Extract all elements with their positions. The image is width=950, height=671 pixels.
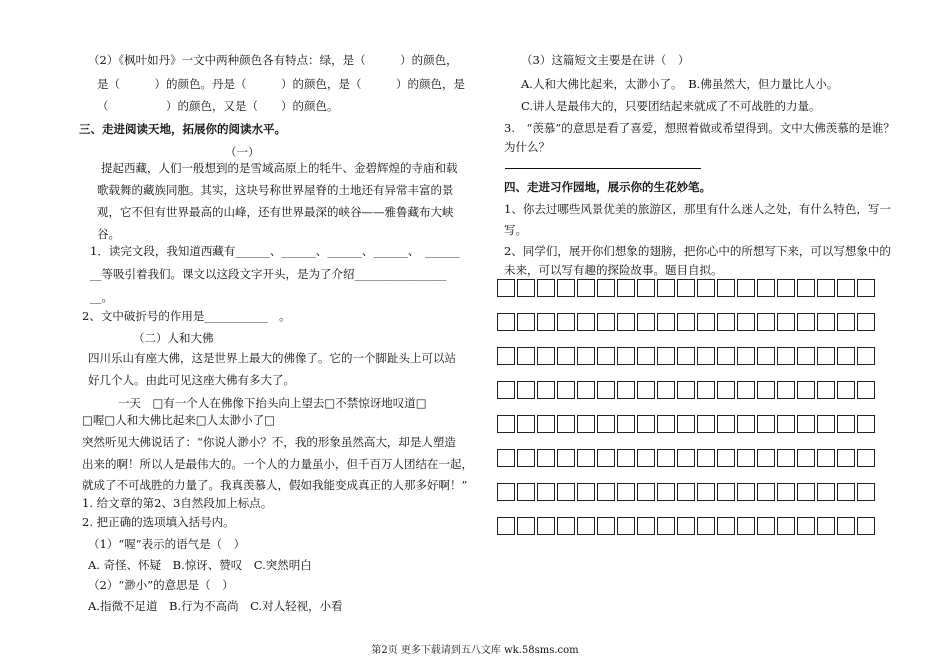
writing-grid [497,279,877,551]
grid-cell [777,415,795,433]
fill-in-line-3: （ ）的颜色，又是（ ）的颜色。 [97,99,339,113]
grid-cell [497,415,515,433]
grid-cell [817,517,835,535]
grid-cell [637,381,655,399]
grid-cell [757,279,775,297]
grid-cell [517,347,535,365]
writing-prompt-1: 写。 [504,223,527,237]
grid-cell [597,449,615,467]
grid-cell [577,347,595,365]
grid-cell [837,313,855,331]
grid-row [497,381,877,399]
task-2: 2. 把正确的选项填入括号内。 [82,515,235,529]
grid-cell [537,347,555,365]
grid-cell [557,449,575,467]
grid-cell [557,517,575,535]
grid-cell [537,313,555,331]
choice-question-1: （1）“喔”表示的语气是（ ） [88,537,246,551]
grid-row [497,483,877,501]
grid-cell [557,313,575,331]
punctuation-exercise: 一天 □有一个人在佛像下抬头向上望去□不禁惊讶地叹道□ [118,396,427,410]
choice-options-1: A. 奇怪、怀疑 B.惊讶、赞叹 C.突然明白 [88,558,312,572]
choice-options-3: C.讲人是最伟大的，只要团结起来就成了不可战胜的力量。 [521,99,821,113]
punctuation-exercise: □喔□人和大佛比起来□人太渺小了□ [82,413,275,427]
grid-cell [597,381,615,399]
grid-cell [597,483,615,501]
grid-cell [757,483,775,501]
grid-row [497,517,877,535]
grid-cell [577,517,595,535]
grid-cell [537,449,555,467]
grid-cell [717,517,735,535]
grid-cell [657,347,675,365]
grid-cell [737,415,755,433]
grid-cell [797,381,815,399]
grid-cell [697,449,715,467]
grid-cell [697,483,715,501]
grid-cell [717,449,735,467]
grid-cell [717,415,735,433]
grid-cell [817,381,835,399]
passage-2-text: 好几个人。由此可见这座大佛有多大了。 [88,373,295,387]
grid-cell [857,517,875,535]
grid-cell [697,313,715,331]
grid-cell [757,517,775,535]
task-1: 1. 给文章的第2、3自然段加上标点。 [82,496,273,510]
grid-cell [857,313,875,331]
grid-cell [757,381,775,399]
writing-prompt-1: 1、你去过哪些风景优美的旅游区，那里有什么迷人之处，有什么特色，写一 [504,202,891,216]
grid-cell [857,483,875,501]
grid-cell [837,347,855,365]
choice-options-3: A.人和大佛比起来，太渺小了。 B.佛虽然大，但力量比人小。 [521,77,839,91]
grid-cell [637,483,655,501]
grid-cell [537,517,555,535]
choice-question-2: （2）“渺小”的意思是（ ） [88,578,234,592]
grid-cell [857,415,875,433]
grid-cell [777,381,795,399]
grid-cell [797,279,815,297]
grid-cell [777,313,795,331]
grid-cell [837,517,855,535]
grid-cell [537,279,555,297]
grid-cell [777,279,795,297]
grid-cell [677,347,695,365]
grid-cell [597,279,615,297]
grid-cell [497,381,515,399]
grid-cell [777,517,795,535]
question-2: 2、文中破折号的作用是___________ 。 [82,309,291,323]
grid-cell [617,517,635,535]
grid-cell [677,381,695,399]
grid-cell [737,449,755,467]
grid-cell [697,347,715,365]
grid-cell [857,347,875,365]
grid-cell [737,313,755,331]
grid-row [497,449,877,467]
grid-cell [517,313,535,331]
grid-cell [497,517,515,535]
grid-cell [797,347,815,365]
passage-1-text: 提起西藏，人们一般想到的是雪域高原上的牦牛、金碧辉煌的寺庙和载 [101,161,458,175]
grid-cell [517,279,535,297]
grid-cell [577,279,595,297]
grid-cell [737,279,755,297]
grid-cell [797,517,815,535]
grid-cell [497,449,515,467]
grid-cell [657,517,675,535]
grid-cell [857,279,875,297]
grid-cell [717,483,735,501]
grid-cell [837,381,855,399]
grid-cell [637,347,655,365]
passage-2-title: （二）人和大佛 [133,331,214,345]
grid-cell [857,449,875,467]
grid-cell [677,415,695,433]
grid-row [497,347,877,365]
grid-cell [757,415,775,433]
page-footer: 第2页 更多下载请到五八文库 wk.58sms.com [371,645,579,656]
grid-cell [597,517,615,535]
grid-cell [617,449,635,467]
grid-cell [757,313,775,331]
passage-2-text: 就成了不可战胜的力量了。我真羡慕人，假如我能变成真正的人那多好啊！” [82,478,468,492]
passage-2-text: 突然听见大佛说话了：“你说人渺小？不，我的形象虽然高大，却是人塑造 [82,435,456,449]
grid-cell [517,483,535,501]
grid-cell [837,279,855,297]
grid-cell [537,483,555,501]
grid-cell [517,517,535,535]
grid-cell [657,313,675,331]
grid-cell [557,381,575,399]
grid-cell [597,347,615,365]
grid-cell [677,483,695,501]
grid-cell [597,313,615,331]
grid-row [497,279,877,297]
grid-cell [717,313,735,331]
grid-cell [637,313,655,331]
grid-cell [617,381,635,399]
grid-cell [557,347,575,365]
passage-1-title: （一） [225,145,260,159]
grid-cell [517,381,535,399]
grid-cell [677,279,695,297]
grid-cell [717,381,735,399]
grid-cell [657,449,675,467]
grid-cell [737,347,755,365]
passage-1-text: 谷。 [97,227,120,241]
writing-prompt-2: 未来，可以写有趣的探险故事。题目自拟。 [504,263,723,277]
grid-cell [677,517,695,535]
grid-cell [497,313,515,331]
grid-cell [517,415,535,433]
grid-cell [657,483,675,501]
grid-cell [597,415,615,433]
section-3-heading: 三、走进阅读天地，拓展你的阅读水平。 [79,122,286,136]
grid-cell [757,449,775,467]
grid-row [497,313,877,331]
grid-cell [857,381,875,399]
grid-cell [717,347,735,365]
grid-row [497,415,877,433]
grid-cell [577,313,595,331]
grid-cell [497,483,515,501]
grid-cell [697,381,715,399]
grid-cell [697,279,715,297]
grid-cell [617,415,635,433]
question-1: __等吸引着我们。课文以这段文字开头，是为了介绍________________ [90,267,447,281]
grid-cell [497,347,515,365]
grid-cell [717,279,735,297]
grid-cell [817,279,835,297]
grid-cell [817,483,835,501]
grid-cell [557,279,575,297]
grid-cell [637,279,655,297]
grid-cell [777,347,795,365]
section-4-heading: 四、走进习作园地，展示你的生花妙笔。 [504,180,711,194]
grid-cell [637,415,655,433]
grid-cell [537,381,555,399]
passage-1-text: 观，它不但有世界最高的山峰，还有世界最深的峡谷——雅鲁藏布大峡 [97,205,454,219]
grid-cell [697,415,715,433]
question-3: 3. “羡慕”的意思是看了喜爱，想照着做或希望得到。文中大佛羡慕的是谁？ [504,121,895,135]
fill-in-line-2: 是（ ）的颜色。丹是（ ）的颜色，是（ ）的颜色，是 [97,77,465,91]
question-1: __。 [90,290,113,304]
grid-cell [617,313,635,331]
grid-cell [497,279,515,297]
grid-cell [797,483,815,501]
grid-cell [797,449,815,467]
grid-cell [637,517,655,535]
grid-cell [777,449,795,467]
writing-prompt-2: 2、同学们，展开你们想象的翅膀，把你心中的所想写下来，可以写想象中的 [504,244,891,258]
grid-cell [797,313,815,331]
grid-cell [797,415,815,433]
passage-1-text: 歌载舞的藏族同胞。其实，这块号称世界屋脊的土地还有异常丰富的景 [97,183,454,197]
grid-cell [577,381,595,399]
grid-cell [777,483,795,501]
grid-cell [577,415,595,433]
grid-cell [657,279,675,297]
grid-cell [817,347,835,365]
grid-cell [617,347,635,365]
grid-cell [617,279,635,297]
grid-cell [557,483,575,501]
grid-cell [737,517,755,535]
choice-options-2: A.指微不足道 B.行为不高尚 C.对人轻视，小看 [88,599,343,613]
fill-in-line-1: （2）《枫叶如丹》一文中两种颜色各有特点：绿，是（ ）的颜色， [88,53,458,67]
passage-2-text: 出来的啊！所以人是最伟大的。一个人的力量虽小，但千百万人团结在一起， [82,457,473,471]
grid-cell [737,381,755,399]
choice-question-3: （3）这篇短文主要是在讲（ ） [521,53,690,67]
passage-2-text: 四川乐山有座大佛，这是世界上最大的佛像了。它的一个脚趾头上可以站 [88,351,456,365]
grid-cell [657,381,675,399]
grid-cell [637,449,655,467]
grid-cell [817,313,835,331]
grid-cell [537,415,555,433]
grid-cell [677,449,695,467]
grid-cell [557,415,575,433]
grid-cell [677,313,695,331]
grid-cell [657,415,675,433]
grid-cell [837,483,855,501]
grid-cell [817,449,835,467]
grid-cell [617,483,635,501]
answer-line [505,168,701,169]
grid-cell [737,483,755,501]
question-3: 为什么？ [504,140,550,154]
grid-cell [697,517,715,535]
grid-cell [837,449,855,467]
grid-cell [817,415,835,433]
grid-cell [577,449,595,467]
grid-cell [517,449,535,467]
question-1: 1．读完文段，我知道西藏有______、______、______、______、 ______ [90,244,460,258]
grid-cell [837,415,855,433]
grid-cell [757,347,775,365]
grid-cell [577,483,595,501]
